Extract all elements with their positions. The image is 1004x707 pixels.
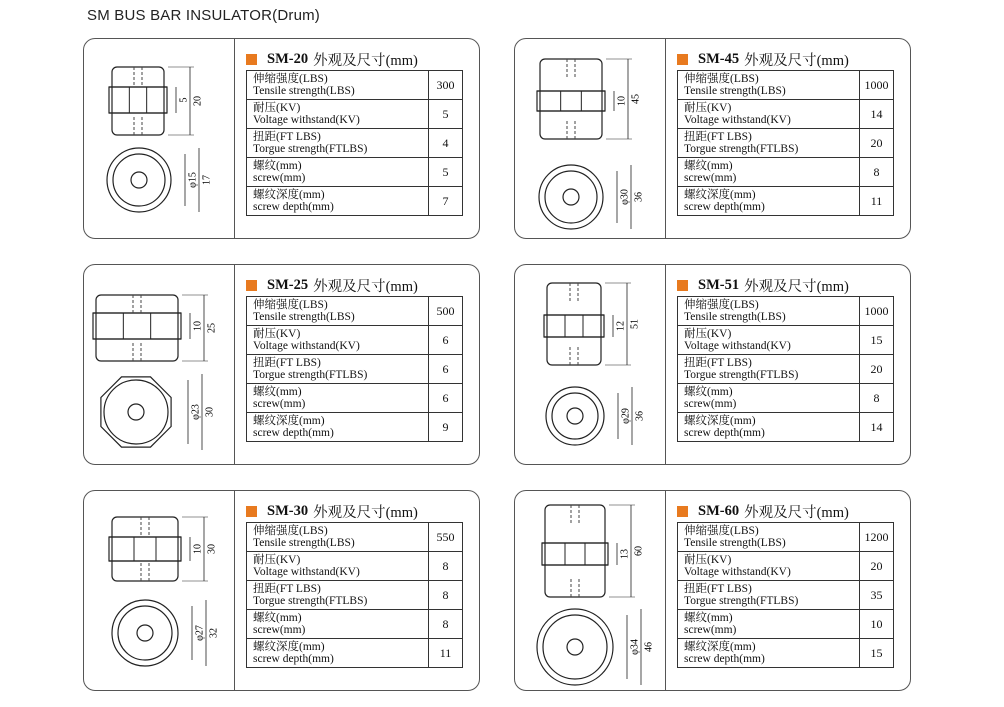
spec-value: 1000	[860, 297, 894, 326]
dim-top-outer: 36	[634, 411, 646, 421]
table-row	[247, 355, 463, 384]
spec-label-cn: 螺纹(mm)	[684, 160, 733, 172]
screw-hole	[563, 189, 579, 205]
screw-hole-top	[567, 59, 575, 77]
spec-label-en: Tensile strength(LBS)	[684, 311, 786, 323]
spec-label-en: screw(mm)	[684, 398, 737, 410]
spec-label	[678, 581, 860, 610]
spec-label-cn: 扭距(FT LBS)	[684, 357, 752, 369]
orange-square-icon	[246, 54, 257, 65]
spec-value: 20	[860, 355, 894, 384]
spec-label	[247, 639, 429, 668]
spec-label-en: Voltage withstand(KV)	[684, 114, 791, 126]
insulator-side-view	[112, 517, 178, 581]
spec-label-en: Torgue strength(FTLBS)	[684, 595, 799, 607]
spec-value: 8	[429, 581, 463, 610]
table-row	[678, 326, 894, 355]
spec-label-cn: 伸缩强度(LBS)	[253, 525, 328, 537]
table-row	[678, 129, 894, 158]
spec-label-en: Tensile strength(LBS)	[253, 311, 355, 323]
dim-top-inner: φ15	[187, 172, 199, 188]
spec-label-en: Tensile strength(LBS)	[684, 537, 786, 549]
dimension-drawing	[84, 39, 234, 240]
dim-side-inner: 10	[192, 321, 204, 331]
spec-value: 10	[860, 610, 894, 639]
spec-table	[677, 522, 894, 668]
spec-label-en: screw depth(mm)	[253, 653, 334, 665]
screw-hole	[567, 639, 583, 655]
model-name: SM-51	[698, 277, 740, 293]
spec-label-cn: 伸缩强度(LBS)	[253, 73, 328, 85]
table-row	[247, 326, 463, 355]
table-row	[247, 523, 463, 552]
spec-value: 15	[860, 326, 894, 355]
insulator-side-view	[96, 295, 178, 361]
insulator-inner-ring	[113, 154, 165, 206]
header-suffix: 外观及尺寸(mm)	[744, 53, 849, 69]
spec-label-cn: 扭距(FT LBS)	[684, 131, 752, 143]
product-card-sm-30	[83, 490, 480, 691]
spec-label-cn: 扭距(FT LBS)	[253, 583, 321, 595]
spec-label-en: screw depth(mm)	[684, 201, 765, 213]
spec-label-cn: 螺纹(mm)	[684, 386, 733, 398]
card-divider	[665, 265, 666, 464]
spec-label-cn: 扭距(FT LBS)	[684, 583, 752, 595]
spec-label-en: Tensile strength(LBS)	[684, 85, 786, 97]
spec-table	[677, 70, 894, 216]
dim-side-inner: 5	[178, 97, 190, 103]
model-name: SM-45	[698, 51, 740, 67]
insulator-side-view	[547, 283, 601, 365]
table-row	[247, 129, 463, 158]
dimension-drawing	[84, 265, 234, 466]
spec-label	[678, 187, 860, 216]
spec-value: 14	[860, 413, 894, 442]
spec-value: 35	[860, 581, 894, 610]
insulator-inner-ring	[543, 615, 607, 679]
dimension-drawing	[515, 39, 665, 240]
spec-label-en: screw(mm)	[253, 624, 306, 636]
dim-top-outer: 32	[208, 628, 220, 638]
spec-label-cn: 伸缩强度(LBS)	[684, 299, 759, 311]
spec-label	[678, 552, 860, 581]
table-row	[247, 187, 463, 216]
table-row	[678, 639, 894, 668]
spec-value: 1200	[860, 523, 894, 552]
spec-label-cn: 螺纹深度(mm)	[684, 415, 756, 427]
hex-band	[537, 91, 605, 111]
orange-square-icon	[677, 280, 688, 291]
spec-value: 8	[860, 158, 894, 187]
screw-hole-top	[570, 283, 578, 301]
table-row	[247, 610, 463, 639]
table-row	[678, 158, 894, 187]
spec-label	[247, 581, 429, 610]
spec-value: 11	[860, 187, 894, 216]
product-card-sm-51	[514, 264, 911, 465]
spec-label-en: Torgue strength(FTLBS)	[253, 143, 368, 155]
spec-label-cn: 伸缩强度(LBS)	[684, 73, 759, 85]
spec-label	[247, 100, 429, 129]
spec-label-en: screw depth(mm)	[253, 201, 334, 213]
spec-label	[678, 413, 860, 442]
card-header	[246, 501, 418, 522]
card-header	[677, 275, 849, 296]
spec-label-cn: 螺纹(mm)	[253, 386, 302, 398]
hex-band	[542, 543, 608, 565]
spec-label-en: Torgue strength(FTLBS)	[253, 369, 368, 381]
table-row	[678, 581, 894, 610]
dim-side-inner: 12	[615, 321, 627, 331]
screw-hole-bottom	[567, 121, 575, 139]
screw-hole	[131, 172, 147, 188]
card-divider	[234, 265, 235, 464]
table-row	[247, 71, 463, 100]
spec-value: 550	[429, 523, 463, 552]
dimension-drawing	[515, 265, 665, 466]
spec-table	[677, 296, 894, 442]
spec-label	[247, 552, 429, 581]
spec-label	[678, 610, 860, 639]
spec-label	[678, 297, 860, 326]
spec-label-en: Voltage withstand(KV)	[253, 340, 360, 352]
spec-value: 8	[860, 384, 894, 413]
spec-value: 20	[860, 552, 894, 581]
dim-side-outer: 45	[630, 94, 642, 104]
dim-side-outer: 60	[633, 546, 645, 556]
spec-value: 20	[860, 129, 894, 158]
card-divider	[665, 39, 666, 238]
screw-hole	[128, 404, 144, 420]
product-card-sm-20	[83, 38, 480, 239]
hex-band	[109, 537, 181, 561]
spec-table	[246, 522, 463, 668]
dim-side-outer: 20	[192, 96, 204, 106]
screw-hole-top	[571, 505, 579, 523]
table-row	[678, 552, 894, 581]
spec-label-en: screw(mm)	[684, 624, 737, 636]
spec-label	[247, 129, 429, 158]
spec-label-cn: 耐压(KV)	[253, 328, 301, 340]
spec-value: 4	[429, 129, 463, 158]
model-name: SM-25	[267, 277, 309, 293]
spec-label-en: screw depth(mm)	[684, 427, 765, 439]
header-suffix: 外观及尺寸(mm)	[313, 53, 418, 69]
spec-label-cn: 扭距(FT LBS)	[253, 131, 321, 143]
orange-square-icon	[246, 506, 257, 517]
spec-label-cn: 耐压(KV)	[253, 554, 301, 566]
hex-band	[544, 315, 604, 337]
screw-hole-bottom	[571, 579, 579, 597]
table-row	[247, 384, 463, 413]
dimension-drawing	[84, 491, 234, 692]
dim-top-inner: φ30	[619, 189, 631, 205]
table-row	[678, 610, 894, 639]
insulator-top-view	[101, 377, 171, 447]
table-row	[247, 639, 463, 668]
spec-label-en: Tensile strength(LBS)	[253, 85, 355, 97]
spec-label	[678, 384, 860, 413]
product-card-sm-60	[514, 490, 911, 691]
screw-hole-top	[134, 67, 142, 85]
table-row	[247, 100, 463, 129]
spec-label-cn: 螺纹深度(mm)	[253, 189, 325, 201]
table-row	[678, 100, 894, 129]
spec-value: 300	[429, 71, 463, 100]
header-suffix: 外观及尺寸(mm)	[744, 279, 849, 295]
hex-band	[109, 87, 167, 113]
dim-top-inner: φ34	[629, 639, 641, 655]
spec-label-en: Voltage withstand(KV)	[684, 340, 791, 352]
insulator-inner-ring	[545, 171, 597, 223]
table-row	[678, 71, 894, 100]
spec-value: 6	[429, 384, 463, 413]
spec-table	[246, 296, 463, 442]
spec-value: 5	[429, 158, 463, 187]
spec-label-en: Torgue strength(FTLBS)	[253, 595, 368, 607]
model-name: SM-30	[267, 503, 309, 519]
spec-label-en: screw(mm)	[253, 172, 306, 184]
spec-label	[247, 326, 429, 355]
spec-value: 7	[429, 187, 463, 216]
spec-label	[678, 158, 860, 187]
hex-band	[93, 313, 181, 339]
spec-value: 11	[429, 639, 463, 668]
spec-label	[247, 384, 429, 413]
spec-label	[678, 355, 860, 384]
product-card-sm-25	[83, 264, 480, 465]
spec-value: 6	[429, 326, 463, 355]
card-divider	[234, 39, 235, 238]
spec-label	[678, 523, 860, 552]
dim-side-inner: 10	[616, 96, 628, 106]
insulator-top-view	[537, 609, 613, 685]
screw-hole-top	[141, 517, 149, 535]
spec-label	[678, 71, 860, 100]
insulator-top-view	[107, 148, 171, 212]
spec-label-cn: 螺纹(mm)	[684, 612, 733, 624]
spec-label-cn: 耐压(KV)	[684, 102, 732, 114]
dim-top-outer: 36	[633, 192, 645, 202]
page-title: SM BUS BAR INSULATOR(Drum)	[87, 7, 321, 24]
spec-label	[247, 355, 429, 384]
dim-top-inner: φ29	[620, 408, 632, 424]
dim-top-inner: φ27	[194, 625, 206, 641]
orange-square-icon	[246, 280, 257, 291]
spec-label	[247, 297, 429, 326]
spec-label-en: screw(mm)	[684, 172, 737, 184]
spec-value: 500	[429, 297, 463, 326]
dim-side-outer: 25	[206, 323, 218, 333]
insulator-side-view	[540, 59, 602, 139]
spec-value: 8	[429, 610, 463, 639]
spec-value: 14	[860, 100, 894, 129]
spec-label-en: Voltage withstand(KV)	[684, 566, 791, 578]
spec-label-cn: 扭距(FT LBS)	[253, 357, 321, 369]
spec-value: 8	[429, 552, 463, 581]
spec-label-cn: 伸缩强度(LBS)	[684, 525, 759, 537]
table-row	[678, 384, 894, 413]
orange-square-icon	[677, 54, 688, 65]
spec-label-en: screw depth(mm)	[684, 653, 765, 665]
spec-value: 15	[860, 639, 894, 668]
insulator-top-view	[112, 600, 178, 666]
table-row	[247, 158, 463, 187]
spec-label	[247, 523, 429, 552]
spec-label-en: Torgue strength(FTLBS)	[684, 369, 799, 381]
spec-label-cn: 螺纹深度(mm)	[684, 189, 756, 201]
spec-label-cn: 螺纹(mm)	[253, 160, 302, 172]
screw-hole-top	[133, 295, 141, 313]
screw-hole-bottom	[134, 117, 142, 135]
spec-label	[678, 100, 860, 129]
spec-label	[247, 610, 429, 639]
spec-label	[247, 71, 429, 100]
dim-top-inner: φ23	[190, 404, 202, 420]
insulator-side-view	[545, 505, 605, 597]
spec-label	[678, 639, 860, 668]
header-suffix: 外观及尺寸(mm)	[313, 279, 418, 295]
spec-value: 5	[429, 100, 463, 129]
spec-label-en: screw(mm)	[253, 398, 306, 410]
model-name: SM-60	[698, 503, 740, 519]
spec-label-cn: 螺纹深度(mm)	[253, 641, 325, 653]
table-row	[247, 297, 463, 326]
spec-label-en: screw depth(mm)	[253, 427, 334, 439]
card-divider	[665, 491, 666, 690]
table-row	[678, 297, 894, 326]
spec-label-cn: 螺纹深度(mm)	[253, 415, 325, 427]
spec-value: 6	[429, 355, 463, 384]
spec-label-en: Tensile strength(LBS)	[253, 537, 355, 549]
screw-hole	[567, 408, 583, 424]
card-divider	[234, 491, 235, 690]
insulator-inner-ring	[552, 393, 598, 439]
dim-side-outer: 51	[629, 319, 641, 329]
dim-top-outer: 30	[204, 407, 216, 417]
insulator-inner-ring	[118, 606, 172, 660]
spec-label-cn: 耐压(KV)	[684, 328, 732, 340]
insulator-inner-ring	[104, 380, 168, 444]
screw-hole-bottom	[133, 343, 141, 361]
screw-hole	[137, 625, 153, 641]
spec-label-en: Torgue strength(FTLBS)	[684, 143, 799, 155]
dim-side-outer: 30	[206, 544, 218, 554]
spec-label-en: Voltage withstand(KV)	[253, 566, 360, 578]
spec-label-en: Voltage withstand(KV)	[253, 114, 360, 126]
spec-label-cn: 螺纹(mm)	[253, 612, 302, 624]
table-row	[678, 523, 894, 552]
dim-top-outer: 17	[201, 175, 213, 185]
model-name: SM-20	[267, 51, 309, 67]
spec-value: 1000	[860, 71, 894, 100]
spec-table	[246, 70, 463, 216]
orange-square-icon	[677, 506, 688, 517]
spec-value: 9	[429, 413, 463, 442]
header-suffix: 外观及尺寸(mm)	[313, 505, 418, 521]
screw-hole-bottom	[570, 347, 578, 365]
dim-top-outer: 46	[643, 642, 655, 652]
spec-label-cn: 耐压(KV)	[684, 554, 732, 566]
insulator-side-view	[112, 67, 164, 135]
table-row	[247, 413, 463, 442]
spec-label	[247, 413, 429, 442]
insulator-top-view	[539, 165, 603, 229]
table-row	[247, 552, 463, 581]
spec-label	[247, 187, 429, 216]
card-header	[677, 49, 849, 70]
dimension-drawing	[515, 491, 665, 692]
table-row	[247, 581, 463, 610]
header-suffix: 外观及尺寸(mm)	[744, 505, 849, 521]
insulator-top-view	[546, 387, 604, 445]
spec-label	[678, 129, 860, 158]
spec-label	[247, 158, 429, 187]
spec-label	[678, 326, 860, 355]
dim-side-inner: 10	[192, 544, 204, 554]
screw-hole-bottom	[141, 563, 149, 581]
table-row	[678, 355, 894, 384]
card-header	[246, 275, 418, 296]
product-card-sm-45	[514, 38, 911, 239]
table-row	[678, 187, 894, 216]
table-row	[678, 413, 894, 442]
spec-label-cn: 螺纹深度(mm)	[684, 641, 756, 653]
spec-label-cn: 耐压(KV)	[253, 102, 301, 114]
dim-side-inner: 13	[619, 549, 631, 559]
spec-label-cn: 伸缩强度(LBS)	[253, 299, 328, 311]
card-header	[246, 49, 418, 70]
card-header	[677, 501, 849, 522]
